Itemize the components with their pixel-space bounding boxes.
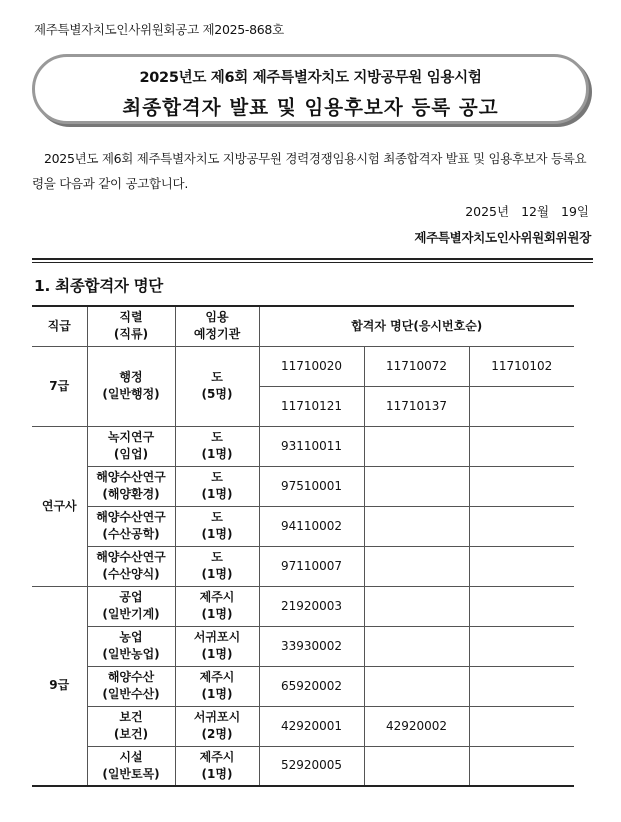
agency-cell bbox=[175, 666, 259, 706]
agency-name: 제주시 bbox=[199, 670, 235, 684]
subseries-name: (일반토목) bbox=[102, 766, 160, 781]
exam-number: 52920005 bbox=[259, 746, 364, 786]
title-line-2: 최종합격자 발표 및 임용후보자 등록 공고 bbox=[122, 96, 499, 119]
subseries-name: (일반기계) bbox=[102, 607, 160, 621]
series-cell bbox=[87, 546, 175, 586]
exam-number: 11710121 bbox=[259, 386, 364, 426]
agency-cell bbox=[175, 586, 259, 626]
exam-number: 93110011 bbox=[259, 426, 364, 466]
agency-name: 제주시 bbox=[199, 749, 235, 764]
exam-number bbox=[469, 626, 574, 666]
exam-number bbox=[469, 466, 574, 506]
header-agency-line2: 예정기관 bbox=[193, 327, 241, 342]
agency-count: (1명) bbox=[201, 647, 233, 661]
agency-name: 제주시 bbox=[199, 590, 235, 604]
header-grade: 직급 bbox=[32, 306, 87, 346]
agency-cell bbox=[175, 706, 259, 746]
notice-number: 제주특별자치도인사위원회공고 제2025-868호 bbox=[34, 22, 284, 37]
series-name: 해양수산연구 bbox=[96, 510, 166, 524]
subseries-name: (임업) bbox=[113, 447, 149, 461]
body-text: 2025년도 제6회 제주특별자치도 지방공무원 경력경쟁임용시험 최종합격자 발표 및 임용후보자 등록요령을 다음과 같이 공고합니다. bbox=[32, 151, 587, 191]
subseries-name: (수산공학) bbox=[102, 527, 160, 541]
title-box bbox=[32, 54, 589, 124]
header-row bbox=[32, 306, 574, 346]
agency-count: (1명) bbox=[201, 447, 233, 461]
grade-cell: 9급 bbox=[32, 586, 87, 786]
agency-name: 도 bbox=[211, 370, 223, 384]
subseries-name: (수산양식) bbox=[102, 567, 160, 581]
signer: 제주특별자치도인사위원회위원장 bbox=[414, 230, 591, 245]
agency-name: 서귀포시 bbox=[193, 710, 241, 724]
grade-cell: 연구사 bbox=[32, 426, 87, 586]
series-name: 보건 bbox=[119, 710, 143, 724]
exam-number: 11710137 bbox=[364, 386, 469, 426]
series-cell bbox=[87, 626, 175, 666]
agency-count: (1명) bbox=[201, 487, 233, 501]
table-row bbox=[32, 586, 574, 626]
subseries-name: (일반수산) bbox=[102, 687, 160, 701]
exam-number bbox=[469, 706, 574, 746]
agency-cell bbox=[175, 546, 259, 586]
header-series bbox=[87, 306, 175, 346]
exam-number bbox=[469, 746, 574, 786]
grade-cell: 7급 bbox=[32, 346, 87, 426]
exam-number: 42920002 bbox=[364, 706, 469, 746]
series-name: 공업 bbox=[119, 590, 143, 604]
exam-number: 97510001 bbox=[259, 466, 364, 506]
table-row bbox=[32, 546, 574, 586]
series-name: 시설 bbox=[119, 749, 143, 764]
header-series-line1: 직렬 bbox=[119, 310, 143, 325]
header-agency bbox=[175, 306, 259, 346]
header-roster: 합격자 명단(응시번호순) bbox=[259, 306, 574, 346]
exam-number bbox=[364, 746, 469, 786]
exam-number: 11710102 bbox=[469, 346, 574, 386]
series-name: 농업 bbox=[119, 630, 143, 644]
section-heading: 1. 최종합격자 명단 bbox=[34, 277, 163, 295]
exam-number bbox=[469, 506, 574, 546]
subseries-name: (일반농업) bbox=[102, 647, 160, 661]
agency-name: 서귀포시 bbox=[193, 630, 241, 644]
exam-number bbox=[469, 546, 574, 586]
exam-number bbox=[364, 666, 469, 706]
series-cell bbox=[87, 586, 175, 626]
exam-number bbox=[469, 666, 574, 706]
series-cell bbox=[87, 706, 175, 746]
exam-number bbox=[364, 586, 469, 626]
agency-cell bbox=[175, 346, 259, 426]
table-row bbox=[32, 626, 574, 666]
roster-table bbox=[32, 305, 574, 787]
exam-number: 65920002 bbox=[259, 666, 364, 706]
exam-number: 97110007 bbox=[259, 546, 364, 586]
series-name: 행정 bbox=[119, 370, 143, 384]
exam-number: 33930002 bbox=[259, 626, 364, 666]
series-cell bbox=[87, 506, 175, 546]
series-name: 해양수산연구 bbox=[96, 470, 166, 484]
agency-count: (1명) bbox=[201, 567, 233, 581]
series-cell bbox=[87, 746, 175, 786]
table-row bbox=[32, 426, 574, 466]
agency-count: (1명) bbox=[201, 607, 233, 621]
exam-number bbox=[469, 586, 574, 626]
agency-name: 도 bbox=[211, 550, 223, 564]
agency-count: (5명) bbox=[201, 387, 233, 401]
agency-name: 도 bbox=[211, 430, 223, 444]
exam-number: 94110002 bbox=[259, 506, 364, 546]
agency-cell bbox=[175, 466, 259, 506]
series-cell bbox=[87, 666, 175, 706]
series-name: 해양수산연구 bbox=[96, 550, 166, 564]
notice-date: 2025년 12월 19일 bbox=[465, 204, 589, 219]
table-row bbox=[32, 506, 574, 546]
exam-number: 42920001 bbox=[259, 706, 364, 746]
series-name: 녹지연구 bbox=[107, 430, 155, 444]
table-row bbox=[32, 466, 574, 506]
header-agency-line1: 임용 bbox=[205, 310, 229, 325]
series-cell bbox=[87, 346, 175, 426]
subseries-name: (보건) bbox=[113, 727, 149, 741]
agency-name: 도 bbox=[211, 510, 223, 524]
title-line-1: 2025년도 제6회 제주특별자치도 지방공무원 임용시험 bbox=[139, 70, 482, 86]
series-cell bbox=[87, 466, 175, 506]
roster-body bbox=[32, 306, 574, 786]
header-series-line2: (직류) bbox=[113, 327, 149, 342]
exam-number bbox=[364, 466, 469, 506]
table-row bbox=[32, 346, 574, 386]
agency-count: (1명) bbox=[201, 527, 233, 541]
agency-cell bbox=[175, 746, 259, 786]
exam-number bbox=[469, 386, 574, 426]
series-name: 해양수산 bbox=[107, 670, 155, 684]
exam-number bbox=[364, 546, 469, 586]
agency-cell bbox=[175, 506, 259, 546]
divider-thick bbox=[32, 258, 593, 260]
agency-cell bbox=[175, 626, 259, 666]
agency-cell bbox=[175, 426, 259, 466]
table-row bbox=[32, 666, 574, 706]
divider-thin bbox=[32, 262, 593, 263]
exam-number bbox=[469, 426, 574, 466]
table-row bbox=[32, 706, 574, 746]
exam-number bbox=[364, 506, 469, 546]
exam-number bbox=[364, 426, 469, 466]
table-row bbox=[32, 746, 574, 786]
agency-count: (2명) bbox=[201, 727, 233, 741]
agency-count: (1명) bbox=[201, 766, 233, 781]
agency-name: 도 bbox=[211, 470, 223, 484]
series-cell bbox=[87, 426, 175, 466]
subseries-name: (일반행정) bbox=[102, 387, 160, 401]
exam-number bbox=[364, 626, 469, 666]
exam-number: 11710072 bbox=[364, 346, 469, 386]
subseries-name: (해양환경) bbox=[102, 487, 160, 501]
exam-number: 21920003 bbox=[259, 586, 364, 626]
exam-number: 11710020 bbox=[259, 346, 364, 386]
agency-count: (1명) bbox=[201, 687, 233, 701]
